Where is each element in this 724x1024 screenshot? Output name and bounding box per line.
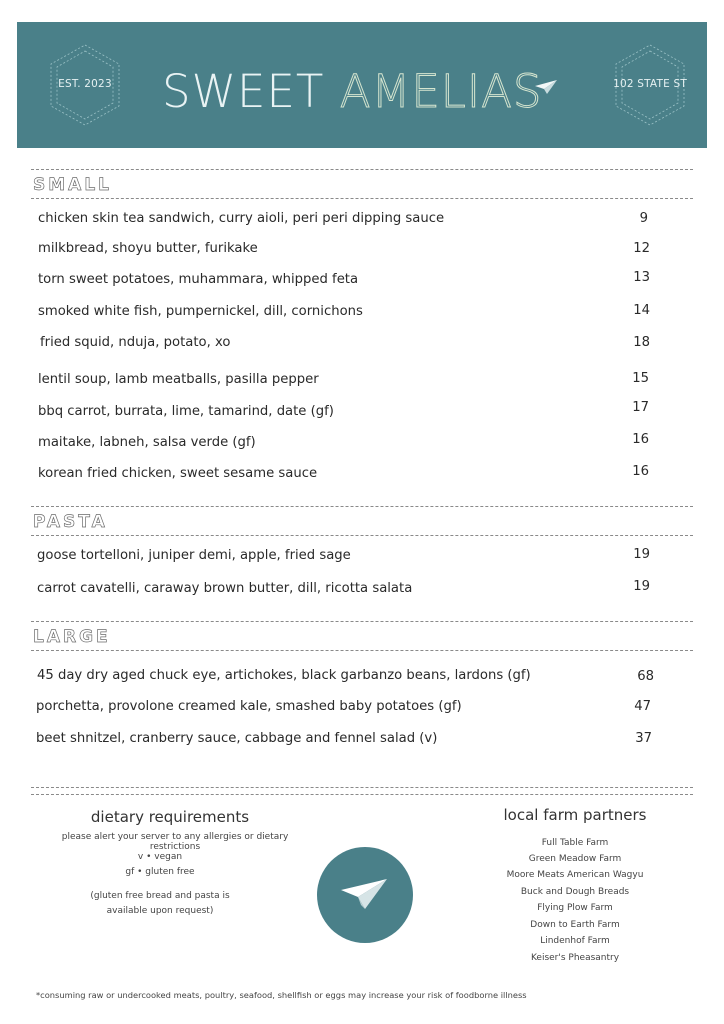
gluten-free-note: available upon request): [106, 906, 214, 916]
menu-item-name: milkbread, shoyu butter, furikake: [38, 241, 258, 256]
menu-item-price: 12: [633, 241, 650, 256]
divider: [31, 535, 693, 536]
restaurant-name: [162, 62, 582, 122]
menu-item-price: 14: [633, 303, 650, 318]
address-badge: [615, 44, 685, 126]
menu-item-name: 45 day dry aged chuck eye, artichokes, black garbanzo beans, lardons (gf): [37, 668, 531, 683]
section-title-pasta: PASTA: [33, 512, 108, 532]
divider: [31, 794, 693, 795]
menu-item-price: 16: [632, 432, 649, 447]
vegan-legend: v • vegan: [137, 852, 183, 862]
divider: [31, 650, 693, 651]
farm-item: Lindenhof Farm: [540, 936, 610, 946]
menu-item-price: 9: [639, 211, 648, 226]
brand-first-word: SWEET: [162, 65, 325, 118]
brand-second-word: AMELIAS: [339, 65, 543, 118]
est-badge: [50, 44, 120, 126]
farm-item: Moore Meats American Wagyu: [506, 870, 644, 880]
menu-item-name: beet shnitzel, cranberry sauce, cabbage and fennel salad (v): [36, 731, 438, 746]
menu-item-name: fried squid, nduja, potato, xo: [40, 335, 231, 350]
menu-item-name: bbq carrot, burrata, lime, tamarind, date (gf): [38, 404, 334, 419]
divider: [31, 198, 693, 199]
section-title-large: LARGE: [33, 627, 111, 647]
menu-item-price: 18: [633, 335, 650, 350]
farm-item: Flying Plow Farm: [537, 903, 613, 913]
divider: [31, 506, 693, 507]
farm-item: Full Table Farm: [541, 838, 609, 848]
menu-item-price: 17: [632, 400, 649, 415]
divider: [31, 621, 693, 622]
menu-item-price: 68: [637, 669, 654, 684]
paper-plane-icon: [535, 80, 557, 94]
menu-item-name: korean fried chicken, sweet sesame sauce: [38, 466, 318, 481]
divider: [31, 787, 693, 788]
dietary-title: dietary requirements: [90, 808, 250, 826]
farm-item: Buck and Dough Breads: [520, 887, 630, 897]
menu-item-name: torn sweet potatoes, muhammara, whipped feta: [38, 272, 359, 287]
menu-item-price: 19: [633, 579, 650, 594]
farm-item: Down to Earth Farm: [530, 920, 620, 930]
paper-plane-icon: [341, 879, 387, 909]
menu-item-name: carrot cavatelli, caraway brown butter, dill, ricotta salata: [37, 581, 413, 596]
logo-circle: [317, 847, 413, 943]
dietary-alert: please alert your server to any allergies or dietary restrictions: [61, 832, 289, 852]
est-text: EST. 2023: [58, 78, 112, 90]
menu-item-price: 19: [633, 547, 650, 562]
menu-item-name: smoked white fish, pumpernickel, dill, cornichons: [38, 304, 363, 319]
gluten-free-note: (gluten free bread and pasta is: [90, 891, 230, 901]
gluten-free-legend: gf • gluten free: [125, 867, 195, 877]
menu-item-price: 37: [635, 731, 652, 746]
menu-item-name: lentil soup, lamb meatballs, pasilla pepper: [38, 372, 319, 387]
foodborne-illness-disclaimer: *consuming raw or undercooked meats, poultry, seafood, shellfish or eggs may increase your risk of foodborne illness: [36, 990, 527, 1000]
menu-item-name: porchetta, provolone creamed kale, smashed baby potatoes (gf): [36, 699, 462, 714]
menu-item-name: maitake, labneh, salsa verde (gf): [38, 435, 256, 450]
menu-item-price: 15: [632, 371, 649, 386]
menu-item-price: 16: [632, 464, 649, 479]
farm-item: Keiser's Pheasantry: [530, 953, 620, 963]
address-text: 102 STATE ST: [613, 78, 687, 90]
divider: [31, 169, 693, 170]
menu-header: [17, 22, 707, 148]
menu-item-price: 13: [633, 270, 650, 285]
farm-partners-title: local farm partners: [503, 806, 647, 824]
menu-item-name: goose tortelloni, juniper demi, apple, fried sage: [37, 548, 351, 563]
menu-item-name: chicken skin tea sandwich, curry aioli, peri peri dipping sauce: [38, 211, 445, 226]
farm-item: Green Meadow Farm: [528, 854, 622, 864]
section-title-small: SMALL: [33, 175, 112, 195]
menu-item-price: 47: [634, 699, 651, 714]
